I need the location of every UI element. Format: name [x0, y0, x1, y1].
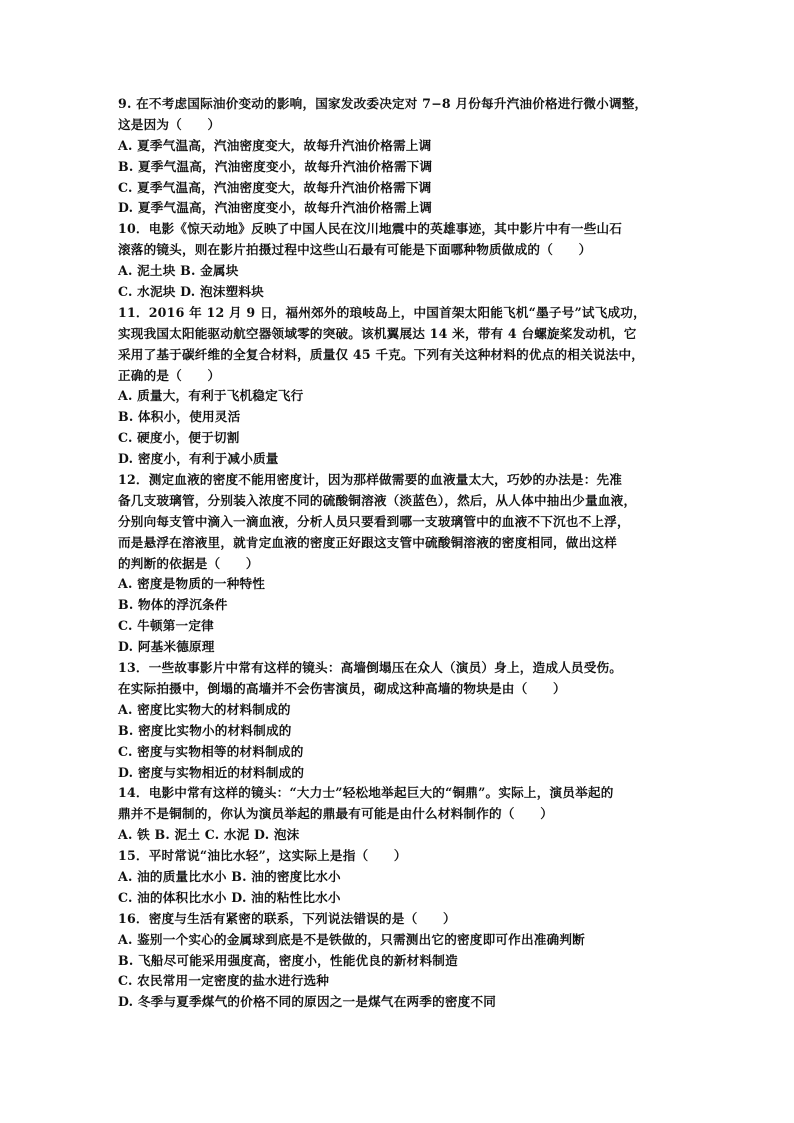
q9-stem-line1: 9. 在不考虑国际油价变动的影响，国家发改委决定对 7−8 月份每升汽油价格进行微小调整， — [118, 96, 648, 111]
q11-option-c: C. 硬度小，便于切割 — [118, 430, 240, 446]
q9-option-b: B. 夏季气温高，汽油密度变小，故每升汽油价格需下调 — [118, 158, 433, 174]
q12-option-a: A. 密度是物质的一种特性 — [118, 576, 266, 592]
q9-stem-line2: 这是因为（ ） — [118, 116, 221, 132]
q13-stem-line2: 在实际拍摄中，倒塌的高墙并不会伤害演员，砌成这种高墙的物块是由（ ） — [118, 680, 566, 696]
q10-options-ab: A. 泥土块 B. 金属块 — [118, 263, 239, 279]
q15-options-ab: A. 油的质量比水小 B. 油的密度比水小 — [118, 868, 341, 884]
q10-stem-line2: 滚落的镜头，则在影片拍摄过程中这些山石最有可能是下面哪种物质做成的（ ） — [118, 242, 592, 258]
q9-option-d: D. 夏季气温高，汽油密度变小，故每升汽油价格需上调 — [118, 200, 433, 216]
q16-stem: 16．密度与生活有紧密的联系，下列说法错误的是（ ） — [118, 910, 456, 926]
q12-option-c: C. 牛顿第一定律 — [118, 618, 214, 634]
q11-stem-line2: 实现我国太阳能驱动航空器领域零的突破。该机翼展达 14 米，带有 4 台螺旋桨发动机，它 — [118, 325, 637, 341]
q12-option-d: D. 阿基米德原理 — [118, 639, 215, 655]
q11-stem-line3: 采用了基于碳纤维的全复合材料，质量仅 45 千克。下列有关这种材料的优点的相关说法中， — [118, 346, 645, 362]
q14-stem-line1: 14．电影中常有这样的镜头：“大力士”轻松地举起巨大的“铜鼎”。实际上，演员举起的 — [118, 785, 614, 801]
q16-option-a: A. 鉴别一个实心的金属球到底是不是铁做的，只需测出它的密度即可作出准确判断 — [118, 931, 585, 947]
q12-stem-line3: 分别向每支管中滴入一滴血液，分析人员只要看到哪一支玻璃管中的血液不下沉也不上浮， — [118, 513, 630, 529]
q12-stem-line5: 的判断的依据是（ ） — [118, 555, 259, 571]
q9-option-a: A. 夏季气温高，汽油密度变大，故每升汽油价格需上调 — [118, 137, 432, 153]
q15-options-cd: C. 油的体积比水小 D. 油的粘性比水小 — [118, 889, 341, 905]
worksheet-page — [118, 94, 678, 1013]
q12-stem-line4: 而是悬浮在溶液里，就肯定血液的密度正好跟这支管中硫酸铜溶液的密度相同，做出这样 — [118, 534, 617, 550]
q13-option-a: A. 密度比实物大的材料制成的 — [118, 701, 291, 717]
q13-option-d: D. 密度与实物相近的材料制成的 — [118, 764, 305, 780]
q14-options: A. 铁 B. 泥土 C. 水泥 D. 泡沫 — [118, 827, 300, 843]
q13-option-b: B. 密度比实物小的材料制成的 — [118, 722, 292, 738]
q10-stem-line1: 10．电影《惊天动地》反映了中国人民在汶川地震中的英雄事迹，其中影片中有一些山石 — [118, 221, 623, 237]
q11-option-d: D. 密度小，有利于减小质量 — [118, 451, 279, 467]
q11-stem-line1: 11．2016 年 12 月 9 日，福州郊外的琅岐岛上，中国首架太阳能飞机“墨子号”试飞成功， — [118, 304, 646, 320]
q11-stem-line4: 正确的是（ ） — [118, 367, 221, 383]
q14-stem-line2: 鼎并不是铜制的，你认为演员举起的鼎最有可能是由什么材料制作的（ ） — [118, 806, 553, 822]
q12-stem-line1: 12．测定血液的密度不能用密度计，因为那样做需要的血液量太大，巧妙的办法是：先准 — [118, 472, 623, 488]
q11-option-a: A. 质量大，有利于飞机稳定飞行 — [118, 388, 304, 404]
q10-options-cd: C. 水泥块 D. 泡沫塑料块 — [118, 284, 264, 300]
q15-stem: 15．平时常说“油比水轻”，这实际上是指（ ） — [118, 848, 407, 864]
q11-option-b: B. 体积小，使用灵活 — [118, 409, 241, 425]
q12-option-b: B. 物体的浮沉条件 — [118, 597, 228, 613]
q13-option-c: C. 密度与实物相等的材料制成的 — [118, 743, 304, 759]
q16-option-d: D. 冬季与夏季煤气的价格不同的原因之一是煤气在两季的密度不同 — [118, 994, 497, 1010]
q16-option-c: C. 农民常用一定密度的盐水进行选种 — [118, 973, 330, 989]
q13-stem-line1: 13．一些故事影片中常有这样的镜头：高墙倒塌压在众人（演员）身上，造成人员受伤。 — [118, 660, 623, 676]
q12-stem-line2: 备几支玻璃管，分别装入浓度不同的硫酸铜溶液（淡蓝色），然后，从人体中抽出少量血液， — [118, 492, 637, 508]
q16-option-b: B. 飞船尽可能采用强度高，密度小，性能优良的新材料制造 — [118, 952, 458, 968]
q9-option-c: C. 夏季气温高，汽油密度变大，故每升汽油价格需下调 — [118, 179, 432, 195]
